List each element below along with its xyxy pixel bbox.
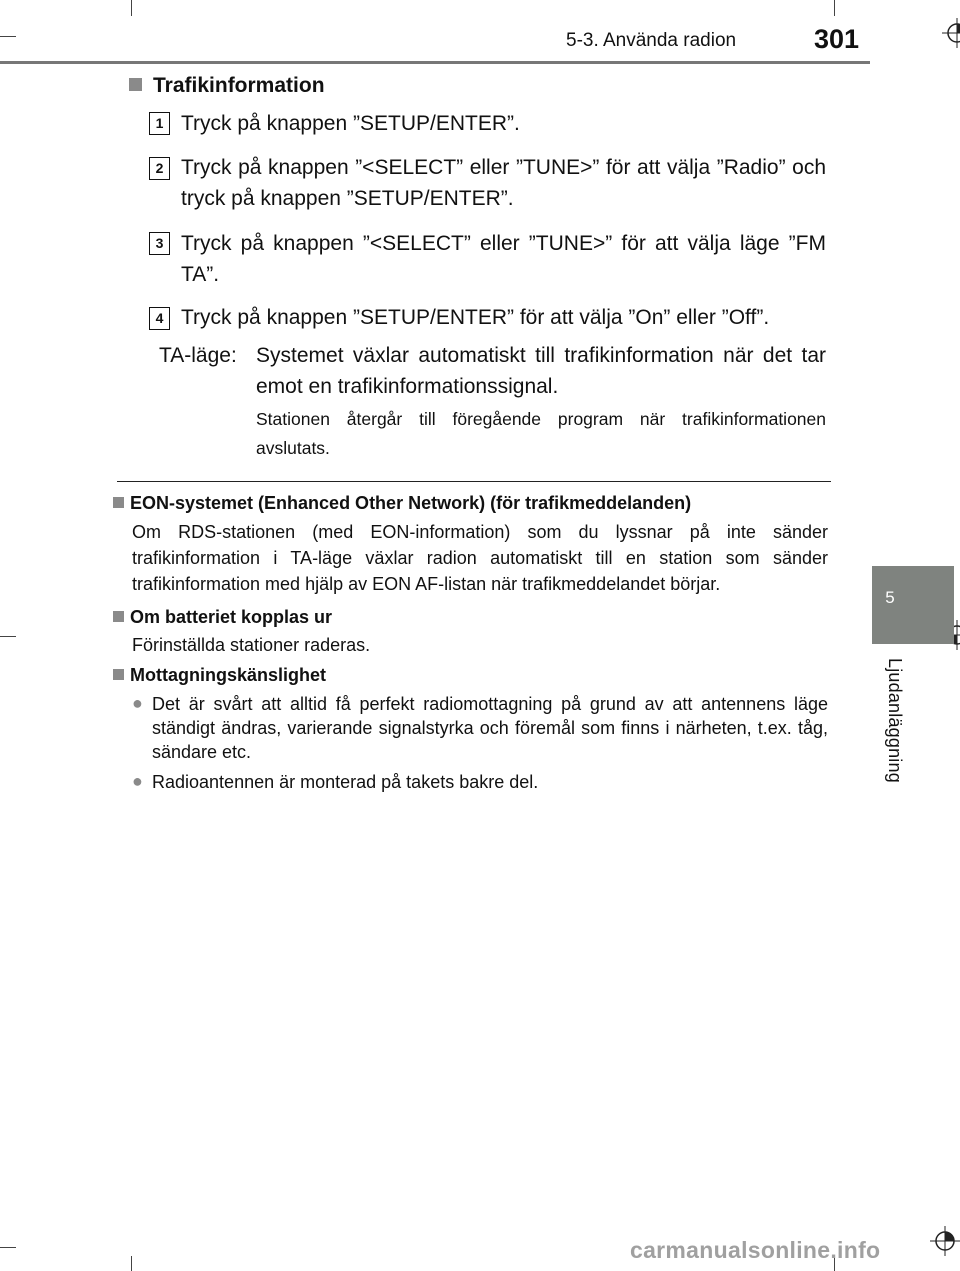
registration-target-icon [942,18,960,48]
section-heading [129,74,325,98]
round-bullet-icon: ● [132,693,143,713]
section-heading-text: Trafikinformation [153,74,325,97]
crop-mark [0,1247,16,1248]
chapter-label: Ljudanläggning [885,658,905,783]
note-heading-text: Om batteriet kopplas ur [130,607,333,627]
bullet-text: Radioantennen är monterad på takets bakre del. [152,772,539,792]
square-bullet-icon [129,78,142,91]
crop-mark [834,0,835,16]
note-text: Förinställda stationer raderas. [132,635,371,655]
note-heading [113,607,332,628]
square-bullet-icon [113,497,124,508]
note-text: Om RDS-stationen (med EON-information) som du lyssnar på inte sänder trafikinformation i TA-läge växlar radion automatiskt till en station som sänder trafikinformation med hjälp av EON AF-listan när trafikmeddelandet börjar. [132,522,828,594]
step-text: Tryck på knappen ”<SELECT” eller ”TUNE>” för att välja ”Radio” och tryck på knappen ”SETUP/ENTER”. [181,156,826,210]
section-divider [117,481,831,482]
step-text: Tryck på knappen ”SETUP/ENTER” för att välja ”On” eller ”Off”. [181,306,770,329]
step-number-box: 2 [149,157,170,180]
ta-mode-text: Systemet växlar automatiskt till trafikinformation när det tar emot en trafikinformationssignal. [256,344,826,398]
registration-target-icon [930,1226,960,1256]
section-title: 5-3. Använda radion [566,30,737,51]
note-heading-text: Mottagningskänslighet [130,665,327,685]
ta-mode-label: TA-läge: [159,344,237,367]
step-number-box: 4 [149,307,170,330]
bullet-text: Det är svårt att alltid få perfekt radiomottagning på grund av att antennens läge ständigt ändras, varierande signalstyrka och föremål som finns i närheten, t.ex. tåg, sändare etc. [152,694,828,762]
note-heading [113,493,691,514]
crop-mark [131,0,132,16]
crop-mark [131,1256,132,1271]
round-bullet-icon: ● [132,771,143,791]
note-heading-text: EON-systemet (Enhanced Other Network) (för trafikmeddelanden) [130,493,692,513]
crop-mark [0,636,16,637]
ta-mode-note: Stationen återgår till föregående program när trafikinformationen avslutats. [256,409,826,458]
chapter-number: 5 [885,588,895,607]
step-number-box: 1 [149,112,170,135]
step-number-box: 3 [149,232,170,255]
crop-mark [0,36,16,37]
watermark: carmanualsonline.info [630,1237,881,1263]
step-text: Tryck på knappen ”SETUP/ENTER”. [181,112,520,135]
square-bullet-icon [113,611,124,622]
square-bullet-icon [113,669,124,680]
page-number: 301 [814,24,860,54]
step-text: Tryck på knappen ”<SELECT” eller ”TUNE>” för att välja läge ”FM TA”. [181,232,826,286]
note-heading [113,665,326,686]
header-rule [0,61,870,64]
